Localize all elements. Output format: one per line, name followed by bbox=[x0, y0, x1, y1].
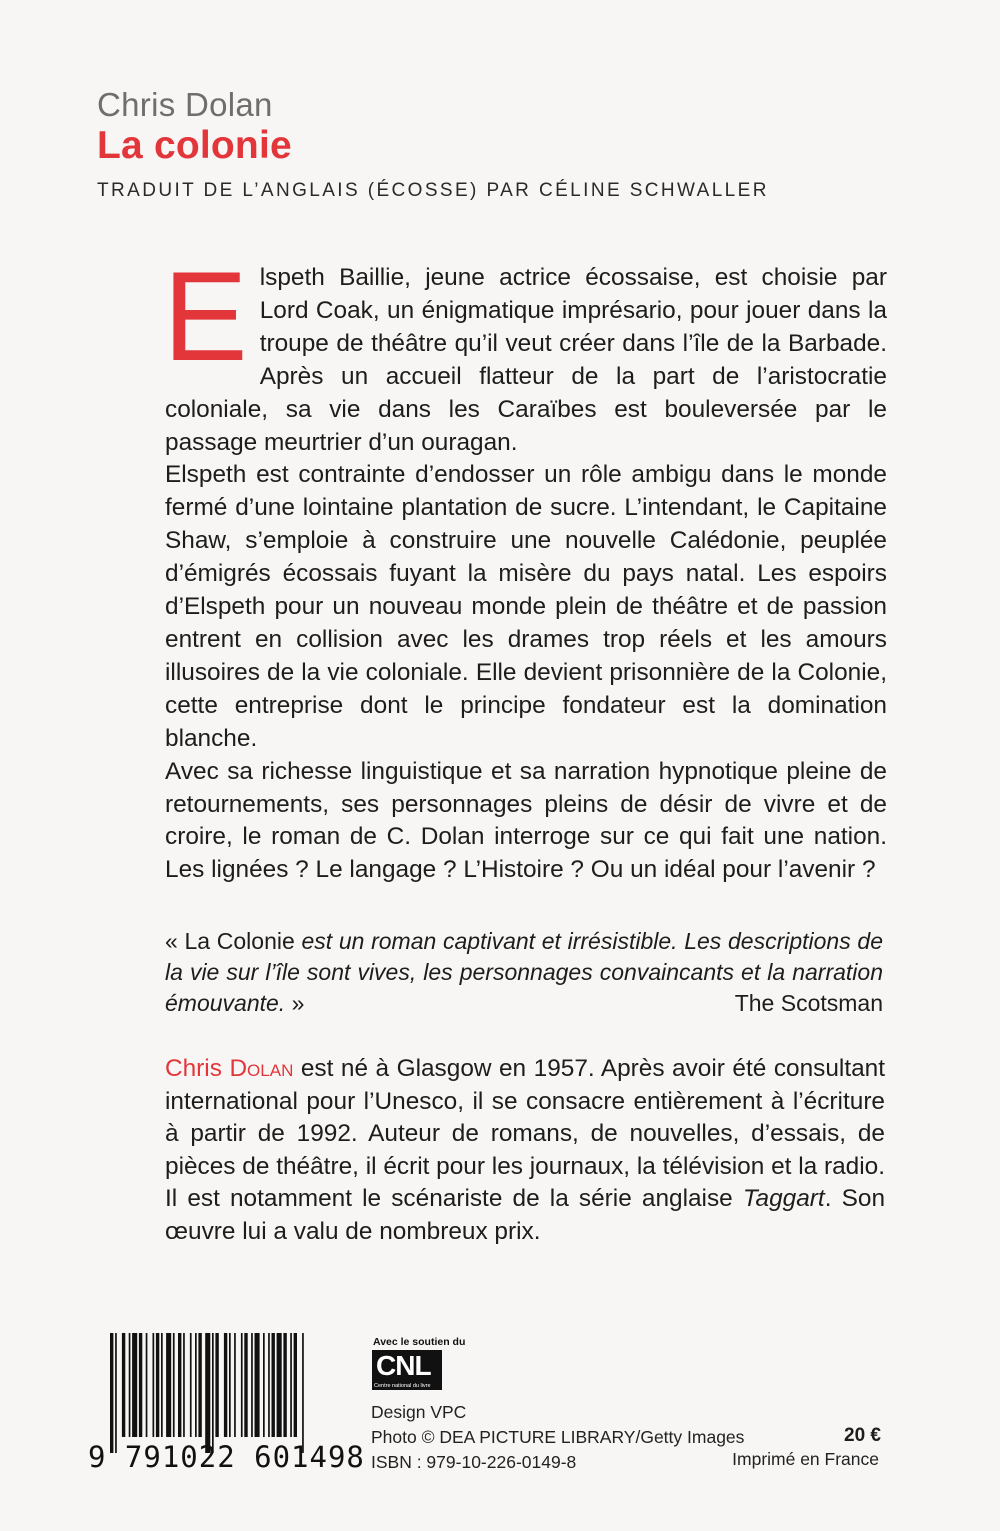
design-credit: Design VPC bbox=[371, 1402, 467, 1422]
barcode-bar bbox=[241, 1333, 243, 1437]
cnl-logo-subtitle: Centre national du livre bbox=[374, 1383, 431, 1389]
press-quote bbox=[165, 926, 883, 1019]
author-bio bbox=[165, 1053, 885, 1248]
bio-author-name bbox=[165, 1055, 293, 1082]
bio-last-name: Dolan bbox=[229, 1055, 294, 1082]
barcode-bar bbox=[234, 1333, 236, 1437]
barcode-bar bbox=[110, 1333, 113, 1453]
author-name: Chris Dolan bbox=[97, 86, 273, 123]
barcode-bar bbox=[195, 1333, 197, 1437]
barcode-bar bbox=[290, 1333, 292, 1437]
barcode-bar bbox=[251, 1333, 253, 1437]
barcode-bar bbox=[173, 1333, 175, 1437]
synopsis-paragraph-1 bbox=[163, 245, 887, 459]
barcode-bar bbox=[224, 1333, 227, 1437]
bio-first-name: Chris bbox=[165, 1055, 222, 1082]
barcode-bar bbox=[139, 1333, 142, 1437]
book-title: La colonie bbox=[97, 124, 292, 167]
barcode-bar bbox=[244, 1333, 247, 1437]
cnl-logo-letters: CNL bbox=[376, 1350, 431, 1381]
cnl-logo bbox=[372, 1350, 442, 1390]
barcode-bar bbox=[122, 1333, 125, 1437]
quote-source: The Scotsman bbox=[734, 990, 883, 1016]
barcode-bar bbox=[229, 1333, 231, 1437]
bio-show-title: Taggart bbox=[742, 1185, 825, 1212]
quote-open: « La Colonie bbox=[165, 928, 302, 954]
printed-in: Imprimé en France bbox=[732, 1449, 879, 1469]
bio-text-2: . Son œuvre lui a valu de nombreux prix. bbox=[165, 1185, 886, 1245]
barcode-bar bbox=[277, 1333, 282, 1437]
credits bbox=[371, 1400, 744, 1475]
isbn: ISBN : 979-10-226-0149-8 bbox=[371, 1452, 577, 1472]
barcode-bar bbox=[132, 1333, 137, 1437]
barcode-bar bbox=[272, 1333, 275, 1437]
drop-cap: E bbox=[163, 245, 248, 387]
barcode-bar bbox=[205, 1333, 210, 1453]
barcode-bar bbox=[212, 1333, 214, 1453]
barcode-bar bbox=[178, 1333, 181, 1437]
synopsis-paragraph-2: Elspeth est contrainte d’endosser un rôle ambigu dans le monde fermé d’une lointaine plantation de sucre. L’intendant, le Capitaine Shaw, s’emploie à construire une nouvelle Calédonie, peuplée d’émigrés écossais fuyant la misère du pays natal. Les espoirs d’Elspeth pour un nouveau monde plein de théâtre et de passion entrent en collision avec les drames trop réels et les amours illusoires de la vie coloniale. Elle devient prisonnière de la Colonie, cette entreprise dont le principe fondateur est la domination blanche. bbox=[165, 461, 887, 752]
barcode-bar bbox=[198, 1333, 201, 1437]
barcode-bar bbox=[161, 1333, 163, 1437]
support-label: Avec le soutien du bbox=[373, 1336, 466, 1348]
quote-close: » bbox=[285, 990, 305, 1016]
barcode-bar bbox=[146, 1333, 148, 1437]
synopsis bbox=[163, 245, 887, 887]
barcode-bar bbox=[302, 1333, 304, 1453]
barcode-bar bbox=[156, 1333, 159, 1437]
barcode-bar bbox=[115, 1333, 117, 1453]
barcode-bar bbox=[129, 1333, 131, 1437]
barcode-bar bbox=[268, 1333, 270, 1437]
quote-body: est un roman captivant et irrésistible. Les descriptions de la vie sur l’île sont vives, les personnages convaincants et la narration émouvante. bbox=[165, 928, 883, 1016]
photo-credit: Photo © DEA PICTURE LIBRARY/Getty Images bbox=[371, 1427, 745, 1447]
translator-credit: TRADUIT DE L’ANGLAIS (ÉCOSSE) PAR CÉLINE SCHWALLER bbox=[97, 180, 769, 201]
barcode-bar bbox=[283, 1333, 286, 1437]
synopsis-paragraph-3: Avec sa richesse linguistique et sa narration hypnotique pleine de retournements, ses personnages pleins de désir de vivre et de croire, le roman de C. Dolan interroge sur ce qui fait une nation. Les lignées ? Le langage ? L’Histoire ? Ou un idéal pour l’avenir ? bbox=[165, 757, 887, 884]
barcode-bar bbox=[183, 1333, 185, 1437]
barcode-bar bbox=[153, 1333, 155, 1437]
barcode-bar bbox=[294, 1333, 297, 1437]
price: 20 € bbox=[844, 1425, 881, 1446]
barcode-bar bbox=[255, 1333, 260, 1437]
barcode-digits: 9 791022 601498 bbox=[88, 1440, 365, 1474]
barcode-bar bbox=[190, 1333, 192, 1437]
barcode-bar bbox=[166, 1333, 171, 1437]
barcode-bar bbox=[215, 1333, 218, 1437]
barcode-bar bbox=[263, 1333, 265, 1437]
bio-text-1: est né à Glasgow en 1957. Après avoir été consultant international pour l’Unesco, il se consacre entièrement à l’écriture à partir de 1992. Auteur de romans, de nouvelles, d’essais, de pièces de théâtre, il écrit pour les journaux, la télévision et la radio. Il est notamment le scénariste de la série anglaise bbox=[165, 1055, 886, 1212]
synopsis-paragraph-1-text: lspeth Baillie, jeune actrice écossaise, est choisie par Lord Coak, un énigmatique imprésario, pour jouer dans la troupe de théâtre qu’il veut créer dans l’île de la Barbade. Après un accueil flatteur de la part de l’aristocratie coloniale, sa vie dans les Caraïbes est bouleversée par le passage meurtrier d’un ouragan. bbox=[165, 264, 887, 456]
